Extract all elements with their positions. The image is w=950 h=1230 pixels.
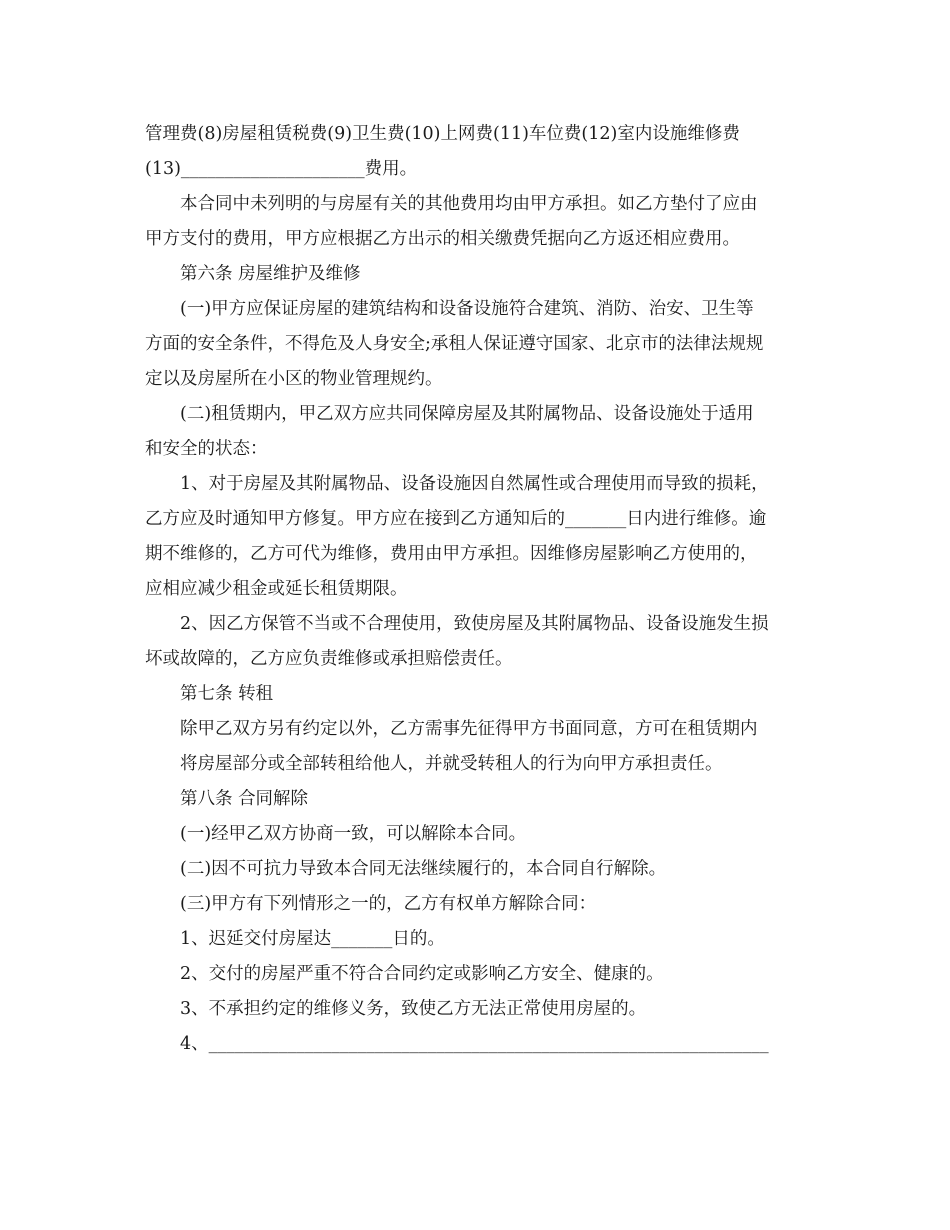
text-line: (二)租赁期内，甲乙双方应共同保障房屋及其附属物品、设备设施处于适用	[180, 404, 754, 424]
text-line: (一)经甲乙双方协商一致，可以解除本合同。	[180, 824, 527, 844]
text-line: 和安全的状态：	[145, 439, 268, 459]
text-line: 期不维修的，乙方可代为维修，费用由甲方承担。因维修房屋影响乙方使用的，	[145, 544, 758, 564]
text-line: 3、不承担约定的维修义务，致使乙方无法正常使用房屋的。	[180, 999, 647, 1019]
text-line: 第七条 转租	[180, 684, 274, 704]
text-line: 管理费(8)房屋租赁税费(9)卫生费(10)上网费(11)车位费(12)室内设施维修费	[145, 124, 740, 144]
text-line: (二)因不可抗力导致本合同无法继续履行的，本合同自行解除。	[180, 859, 667, 879]
text-line: 除甲乙双方另有约定以外，乙方需事先征得甲方书面同意，方可在租赁期内	[180, 719, 758, 739]
text-line: 定以及房屋所在小区的物业管理规约。	[145, 369, 443, 389]
text-line: 甲方支付的费用，甲方应根据乙方出示的相关缴费凭据向乙方返还相应费用。	[145, 229, 740, 249]
text-line: 本合同中未列明的与房屋有关的其他费用均由甲方承担。如乙方垫付了应由	[180, 194, 758, 214]
text-line: 第八条 合同解除	[180, 789, 309, 809]
text-line: 应相应减少租金或延长租赁期限。	[145, 579, 408, 599]
text-line: (三)甲方有下列情形之一的，乙方有权单方解除合同：	[180, 894, 597, 914]
text-line: (一)甲方应保证房屋的建筑结构和设备设施符合建筑、消防、治安、卫生等	[180, 299, 754, 319]
text-line: 1、迟延交付房屋达_______日的。	[180, 929, 445, 949]
text-line: 第六条 房屋维护及维修	[180, 264, 361, 284]
text-line: 4、________________________________________________________________	[180, 1034, 769, 1054]
text-line: 2、因乙方保管不当或不合理使用，致使房屋及其附属物品、设备设施发生损	[180, 614, 769, 634]
text-line: 乙方应及时通知甲方修复。甲方应在接到乙方通知后的_______日内进行维修。逾	[145, 509, 767, 529]
text-line: (13)_____________________费用。	[145, 159, 418, 179]
text-line: 方面的安全条件，不得危及人身安全;承租人保证遵守国家、北京市的法律法规规	[145, 334, 764, 354]
text-line: 将房屋部分或全部转租给他人，并就受转租人的行为向甲方承担责任。	[180, 754, 723, 774]
document-body	[145, 117, 805, 1062]
text-line: 坏或故障的，乙方应负责维修或承担赔偿责任。	[145, 649, 513, 669]
text-line: 1、对于房屋及其附属物品、设备设施因自然属性或合理使用而导致的损耗，	[180, 474, 769, 494]
text-line: 2、交付的房屋严重不符合合同约定或影响乙方安全、健康的。	[180, 964, 664, 984]
